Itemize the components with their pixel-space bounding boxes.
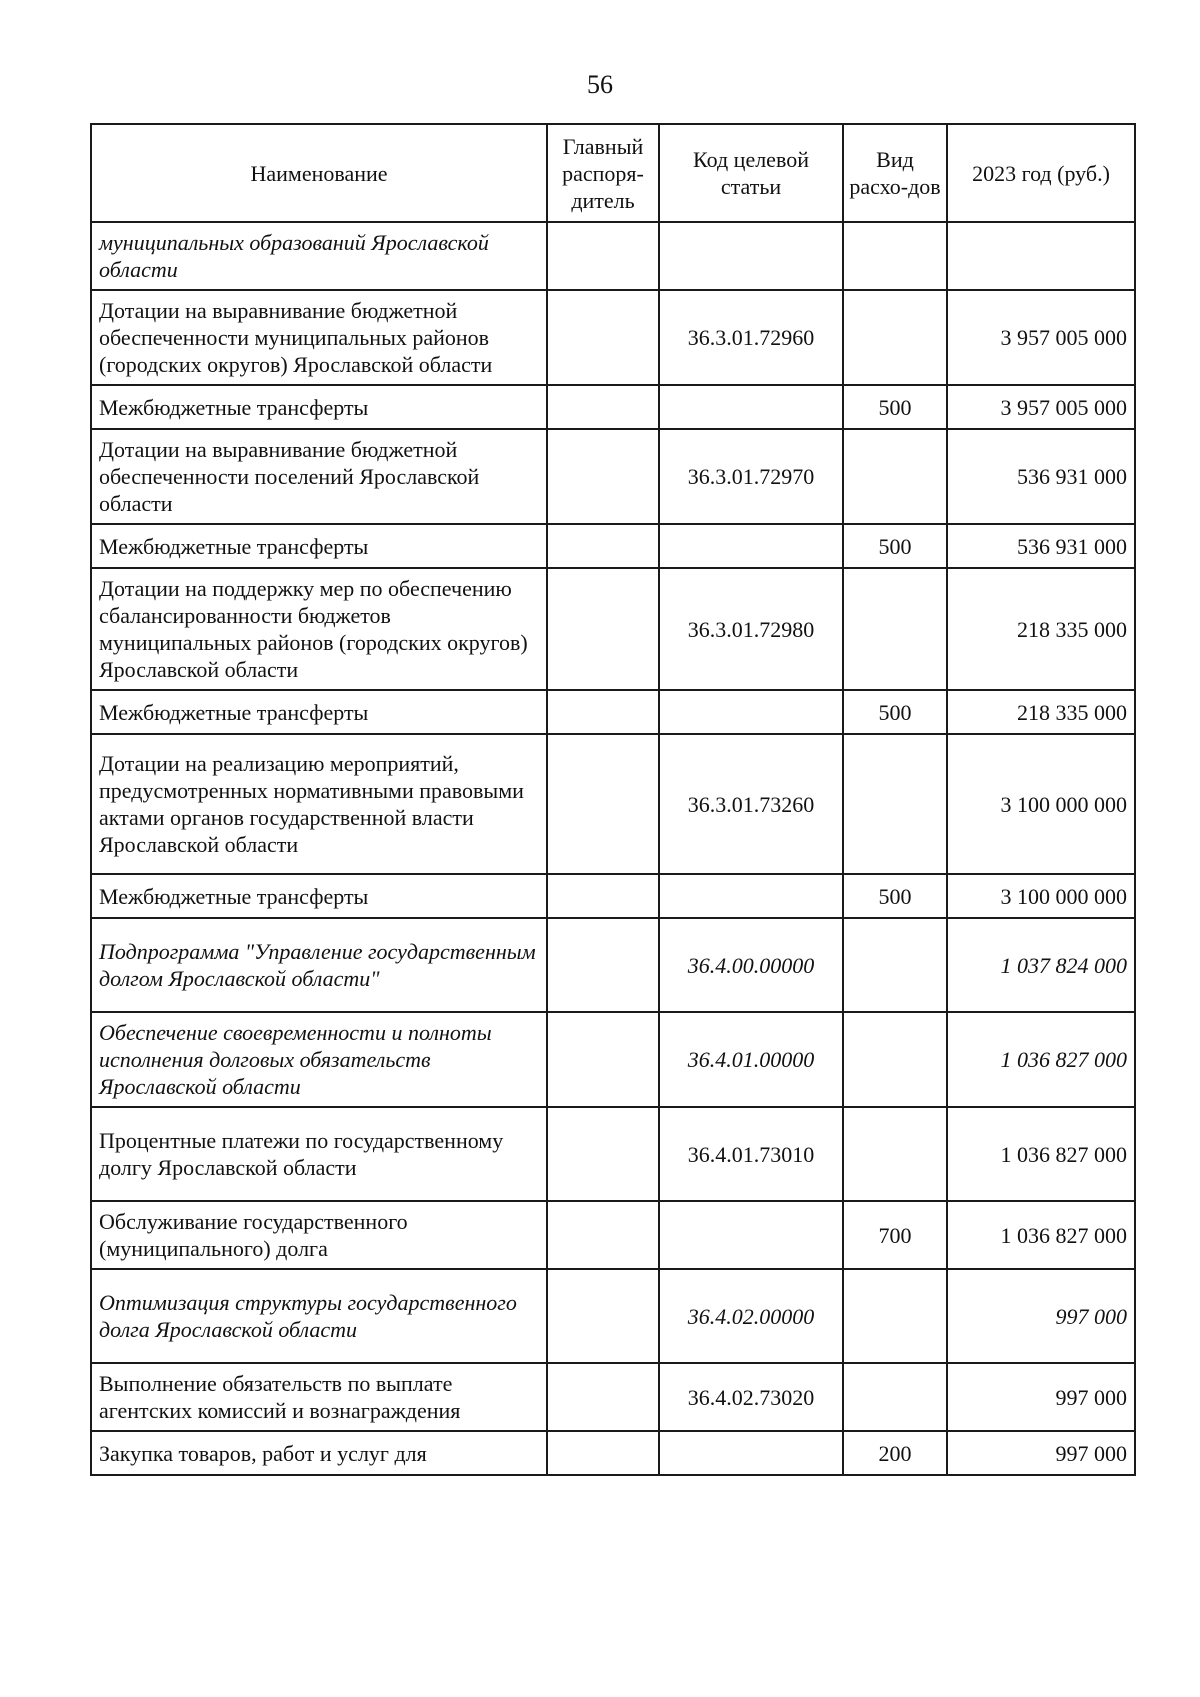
- row-amount-cell: 1 037 824 000: [947, 918, 1135, 1012]
- row-expense-kind-cell: [843, 734, 947, 874]
- header-name: Наименование: [91, 124, 547, 222]
- row-code-cell: 36.4.01.00000: [659, 1012, 843, 1107]
- row-amount-cell: 1 036 827 000: [947, 1012, 1135, 1107]
- row-amount-cell: 997 000: [947, 1269, 1135, 1363]
- row-code-cell: [659, 524, 843, 568]
- row-amount-cell: 3 100 000 000: [947, 874, 1135, 918]
- row-name-cell: Межбюджетные трансферты: [91, 690, 547, 734]
- row-expense-kind-cell: [843, 290, 947, 385]
- row-code-cell: 36.4.02.00000: [659, 1269, 843, 1363]
- row-main-manager-cell: [547, 1107, 659, 1201]
- table-row: [91, 1107, 1135, 1201]
- row-name-cell: Оптимизация структуры государственного долга Ярославской области: [91, 1269, 547, 1363]
- row-code-cell: [659, 1431, 843, 1475]
- table-row: [91, 290, 1135, 385]
- table-row: [91, 734, 1135, 874]
- row-amount-cell: 1 036 827 000: [947, 1107, 1135, 1201]
- row-main-manager-cell: [547, 1269, 659, 1363]
- row-code-cell: [659, 222, 843, 290]
- header-expense-kind: Вид расхо-дов: [843, 124, 947, 222]
- row-name-cell: Выполнение обязательств по выплате агентских комиссий и вознаграждения: [91, 1363, 547, 1431]
- row-expense-kind-cell: 500: [843, 524, 947, 568]
- row-expense-kind-cell: 700: [843, 1201, 947, 1269]
- row-name-cell: Процентные платежи по государственному долгу Ярославской области: [91, 1107, 547, 1201]
- row-amount-cell: 997 000: [947, 1431, 1135, 1475]
- row-main-manager-cell: [547, 385, 659, 429]
- row-name-cell: Дотации на реализацию мероприятий, предусмотренных нормативными правовыми актами органов государственной власти Ярославской области: [91, 734, 547, 874]
- row-name-cell: Подпрограмма "Управление государственным долгом Ярославской области": [91, 918, 547, 1012]
- table-row: [91, 1363, 1135, 1431]
- row-expense-kind-cell: 500: [843, 385, 947, 429]
- row-name-cell: Дотации на выравнивание бюджетной обеспеченности муниципальных районов (городских округов) Ярославской области: [91, 290, 547, 385]
- row-amount-cell: [947, 222, 1135, 290]
- row-code-cell: [659, 690, 843, 734]
- row-expense-kind-cell: [843, 568, 947, 690]
- row-code-cell: [659, 385, 843, 429]
- row-amount-cell: 218 335 000: [947, 568, 1135, 690]
- row-expense-kind-cell: [843, 1363, 947, 1431]
- row-amount-cell: 536 931 000: [947, 429, 1135, 524]
- row-code-cell: 36.3.01.72960: [659, 290, 843, 385]
- row-amount-cell: 1 036 827 000: [947, 1201, 1135, 1269]
- header-amount-2023: 2023 год (руб.): [947, 124, 1135, 222]
- table-row: [91, 874, 1135, 918]
- row-expense-kind-cell: [843, 222, 947, 290]
- row-amount-cell: 3 957 005 000: [947, 385, 1135, 429]
- row-expense-kind-cell: [843, 429, 947, 524]
- row-code-cell: 36.4.00.00000: [659, 918, 843, 1012]
- row-main-manager-cell: [547, 1363, 659, 1431]
- row-amount-cell: 997 000: [947, 1363, 1135, 1431]
- row-main-manager-cell: [547, 568, 659, 690]
- row-main-manager-cell: [547, 222, 659, 290]
- row-name-cell: Дотации на поддержку мер по обеспечению сбалансированности бюджетов муниципальных районов (городских округов) Ярославской области: [91, 568, 547, 690]
- table-row: [91, 385, 1135, 429]
- row-name-cell: Обслуживание государственного (муниципального) долга: [91, 1201, 547, 1269]
- row-expense-kind-cell: 200: [843, 1431, 947, 1475]
- page-number: 56: [587, 70, 613, 99]
- row-main-manager-cell: [547, 524, 659, 568]
- table-row: [91, 690, 1135, 734]
- row-amount-cell: 3 957 005 000: [947, 290, 1135, 385]
- row-expense-kind-cell: [843, 1107, 947, 1201]
- table-row: [91, 1431, 1135, 1475]
- table-row: [91, 568, 1135, 690]
- row-expense-kind-cell: 500: [843, 874, 947, 918]
- row-main-manager-cell: [547, 918, 659, 1012]
- row-expense-kind-cell: [843, 1269, 947, 1363]
- row-main-manager-cell: [547, 874, 659, 918]
- row-name-cell: Закупка товаров, работ и услуг для: [91, 1431, 547, 1475]
- row-expense-kind-cell: 500: [843, 690, 947, 734]
- row-main-manager-cell: [547, 1201, 659, 1269]
- budget-table: [90, 123, 1136, 1476]
- row-code-cell: 36.3.01.72970: [659, 429, 843, 524]
- row-name-cell: Дотации на выравнивание бюджетной обеспеченности поселений Ярославской области: [91, 429, 547, 524]
- row-main-manager-cell: [547, 1431, 659, 1475]
- table-row: [91, 1201, 1135, 1269]
- row-expense-kind-cell: [843, 918, 947, 1012]
- table-header: [91, 124, 1135, 222]
- row-main-manager-cell: [547, 1012, 659, 1107]
- row-main-manager-cell: [547, 690, 659, 734]
- row-amount-cell: 536 931 000: [947, 524, 1135, 568]
- row-code-cell: 36.3.01.72980: [659, 568, 843, 690]
- row-main-manager-cell: [547, 290, 659, 385]
- row-main-manager-cell: [547, 734, 659, 874]
- row-code-cell: [659, 1201, 843, 1269]
- header-main-manager: Главный распоря-дитель: [547, 124, 659, 222]
- row-amount-cell: 218 335 000: [947, 690, 1135, 734]
- row-code-cell: 36.3.01.73260: [659, 734, 843, 874]
- row-name-cell: Межбюджетные трансферты: [91, 874, 547, 918]
- table-row: [91, 524, 1135, 568]
- row-name-cell: Межбюджетные трансферты: [91, 524, 547, 568]
- row-code-cell: 36.4.01.73010: [659, 1107, 843, 1201]
- row-expense-kind-cell: [843, 1012, 947, 1107]
- row-code-cell: 36.4.02.73020: [659, 1363, 843, 1431]
- row-name-cell: Обеспечение своевременности и полноты исполнения долговых обязательств Ярославской области: [91, 1012, 547, 1107]
- row-main-manager-cell: [547, 429, 659, 524]
- table-row: [91, 1012, 1135, 1107]
- row-name-cell: муниципальных образований Ярославской области: [91, 222, 547, 290]
- row-amount-cell: 3 100 000 000: [947, 734, 1135, 874]
- table-row: [91, 429, 1135, 524]
- table-body: [91, 222, 1135, 1475]
- header-code: Код целевой статьи: [659, 124, 843, 222]
- row-code-cell: [659, 874, 843, 918]
- table-row: [91, 918, 1135, 1012]
- table-row: [91, 1269, 1135, 1363]
- table-row: [91, 222, 1135, 290]
- row-name-cell: Межбюджетные трансферты: [91, 385, 547, 429]
